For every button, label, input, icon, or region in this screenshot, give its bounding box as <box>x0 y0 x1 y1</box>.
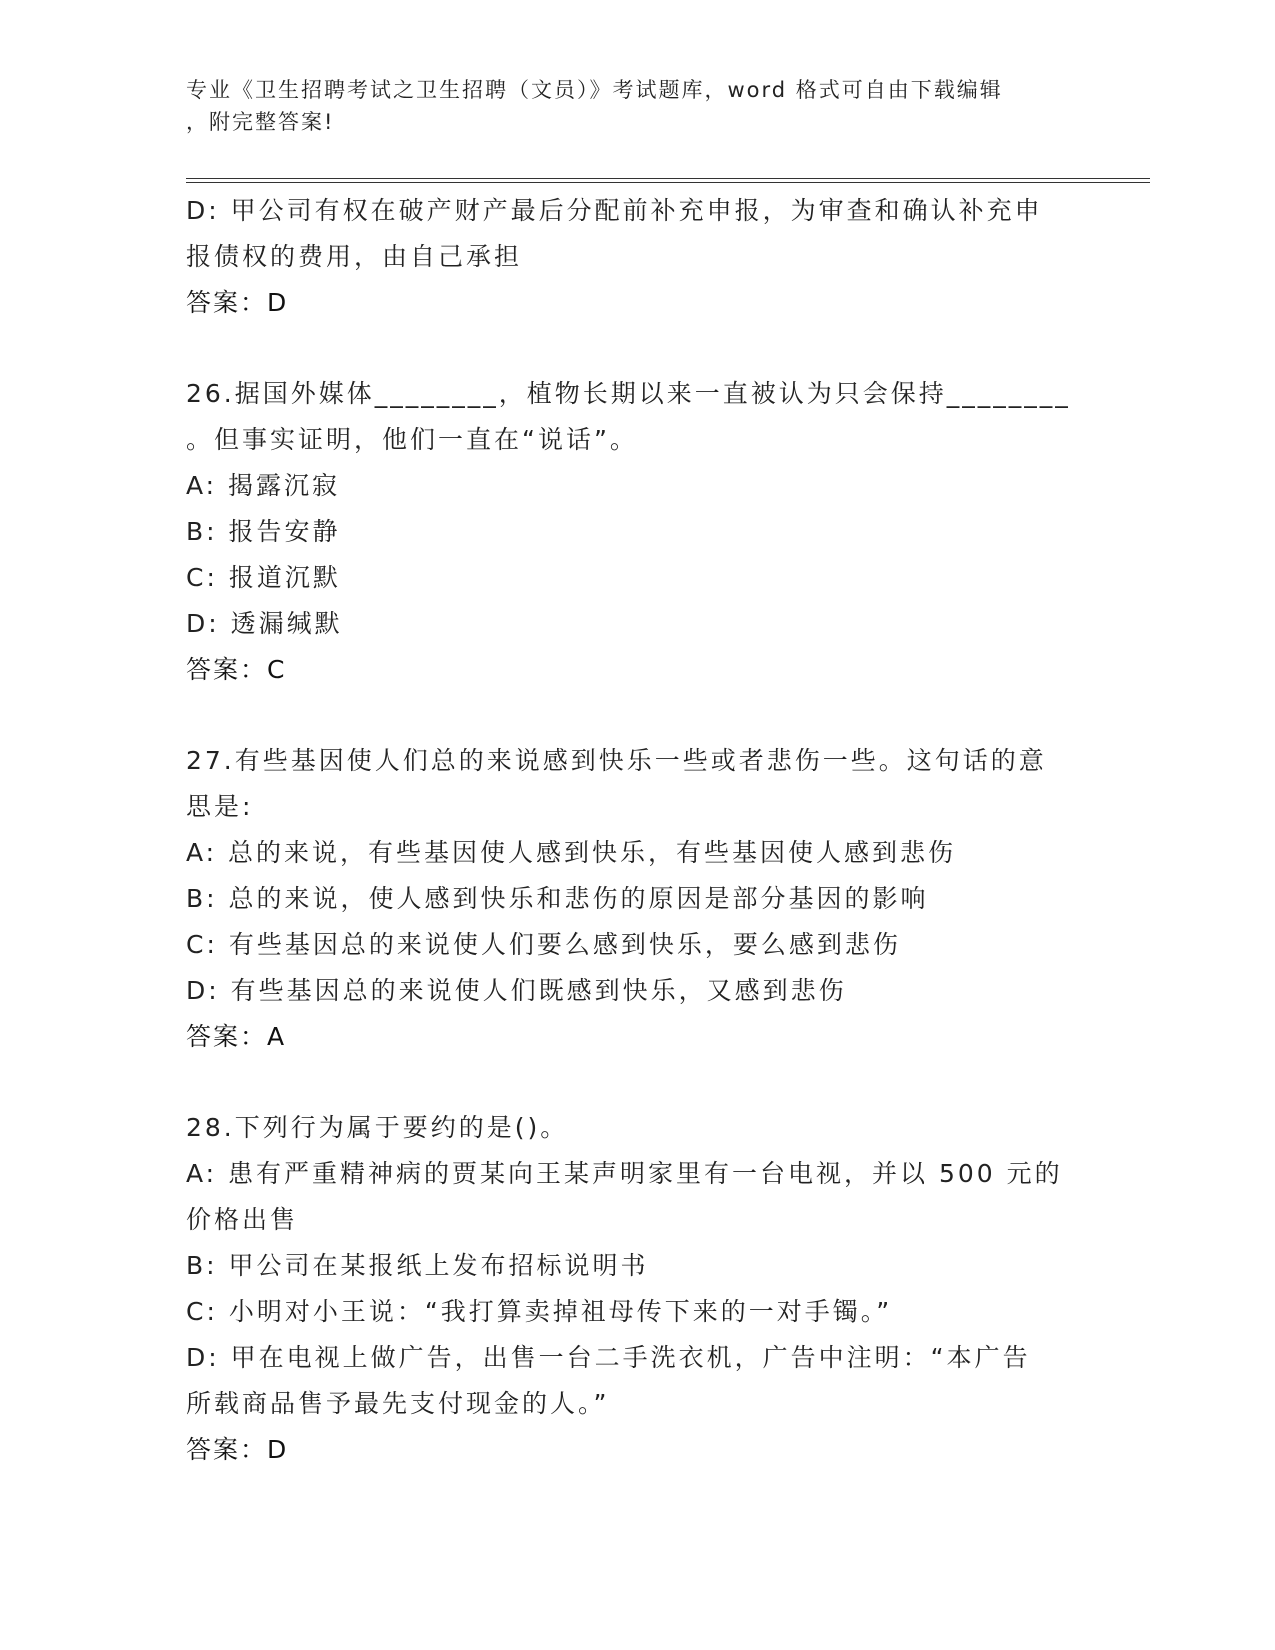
header-title-line2: ，附完整答案! <box>186 110 335 134</box>
q28-option-a-line1: A: 患有严重精神病的贾某向王某声明家里有一台电视，并以 500 元的 <box>186 1159 1063 1188</box>
q28-option-d-line2: 所载商品售予最先支付现金的人。” <box>186 1389 610 1418</box>
q26-option-d: D: 透漏缄默 <box>186 609 343 638</box>
q26-option-c: C: 报道沉默 <box>186 563 341 592</box>
q25-option-d-line2: 报债权的费用，由自己承担 <box>186 242 523 271</box>
question-list <box>186 188 1071 1473</box>
q27-stem-line1: 27.有些基因使人们总的来说感到快乐一些或者悲伤一些。这句话的意 <box>186 746 1047 775</box>
q27-answer: 答案：A <box>186 1022 287 1051</box>
question-26 <box>186 371 1071 693</box>
q28-answer: 答案：D <box>186 1435 289 1464</box>
q28-option-d-line1: D: 甲在电视上做广告，出售一台二手洗衣机，广告中注明：“本广告 <box>186 1343 1031 1372</box>
q26-option-a: A: 揭露沉寂 <box>186 471 341 500</box>
q26-answer: 答案：C <box>186 655 287 684</box>
q27-option-c: C: 有些基因总的来说使人们要么感到快乐，要么感到悲伤 <box>186 930 901 959</box>
q28-option-c: C: 小明对小王说：“我打算卖掉祖母传下来的一对手镯。” <box>186 1297 893 1326</box>
question-28 <box>186 1105 1066 1473</box>
page-header <box>186 74 1066 138</box>
q26-option-b: B: 报告安静 <box>186 517 341 546</box>
question-25-tail <box>186 188 1066 326</box>
spacer <box>186 1060 1066 1105</box>
q27-stem-line2: 思是: <box>186 792 254 821</box>
q27-option-d: D: 有些基因总的来说使人们既感到快乐，又感到悲伤 <box>186 976 847 1005</box>
header-rule-bottom <box>186 182 1150 183</box>
q28-option-a-line2: 价格出售 <box>186 1205 299 1234</box>
q27-option-a: A: 总的来说，有些基因使人感到快乐，有些基因使人感到悲伤 <box>186 838 957 867</box>
header-rule-top <box>186 178 1150 179</box>
q26-stem-line1: 26.据国外媒体________，植物长期以来一直被认为只会保持________ <box>186 379 1071 408</box>
q25-answer: 答案：D <box>186 288 289 317</box>
spacer <box>186 326 1066 371</box>
question-27 <box>186 738 1066 1060</box>
spacer <box>186 693 1066 738</box>
q26-stem-line2: 。但事实证明，他们一直在“说话”。 <box>186 425 638 454</box>
header-title-line1: 专业《卫生招聘考试之卫生招聘（文员）》考试题库，word 格式可自由下载编辑 <box>186 78 1003 102</box>
q28-option-b: B: 甲公司在某报纸上发布招标说明书 <box>186 1251 649 1280</box>
q28-stem: 28.下列行为属于要约的是()。 <box>186 1113 569 1142</box>
q27-option-b: B: 总的来说，使人感到快乐和悲伤的原因是部分基因的影响 <box>186 884 929 913</box>
q25-option-d-line1: D: 甲公司有权在破产财产最后分配前补充申报，为审查和确认补充申 <box>186 196 1043 225</box>
